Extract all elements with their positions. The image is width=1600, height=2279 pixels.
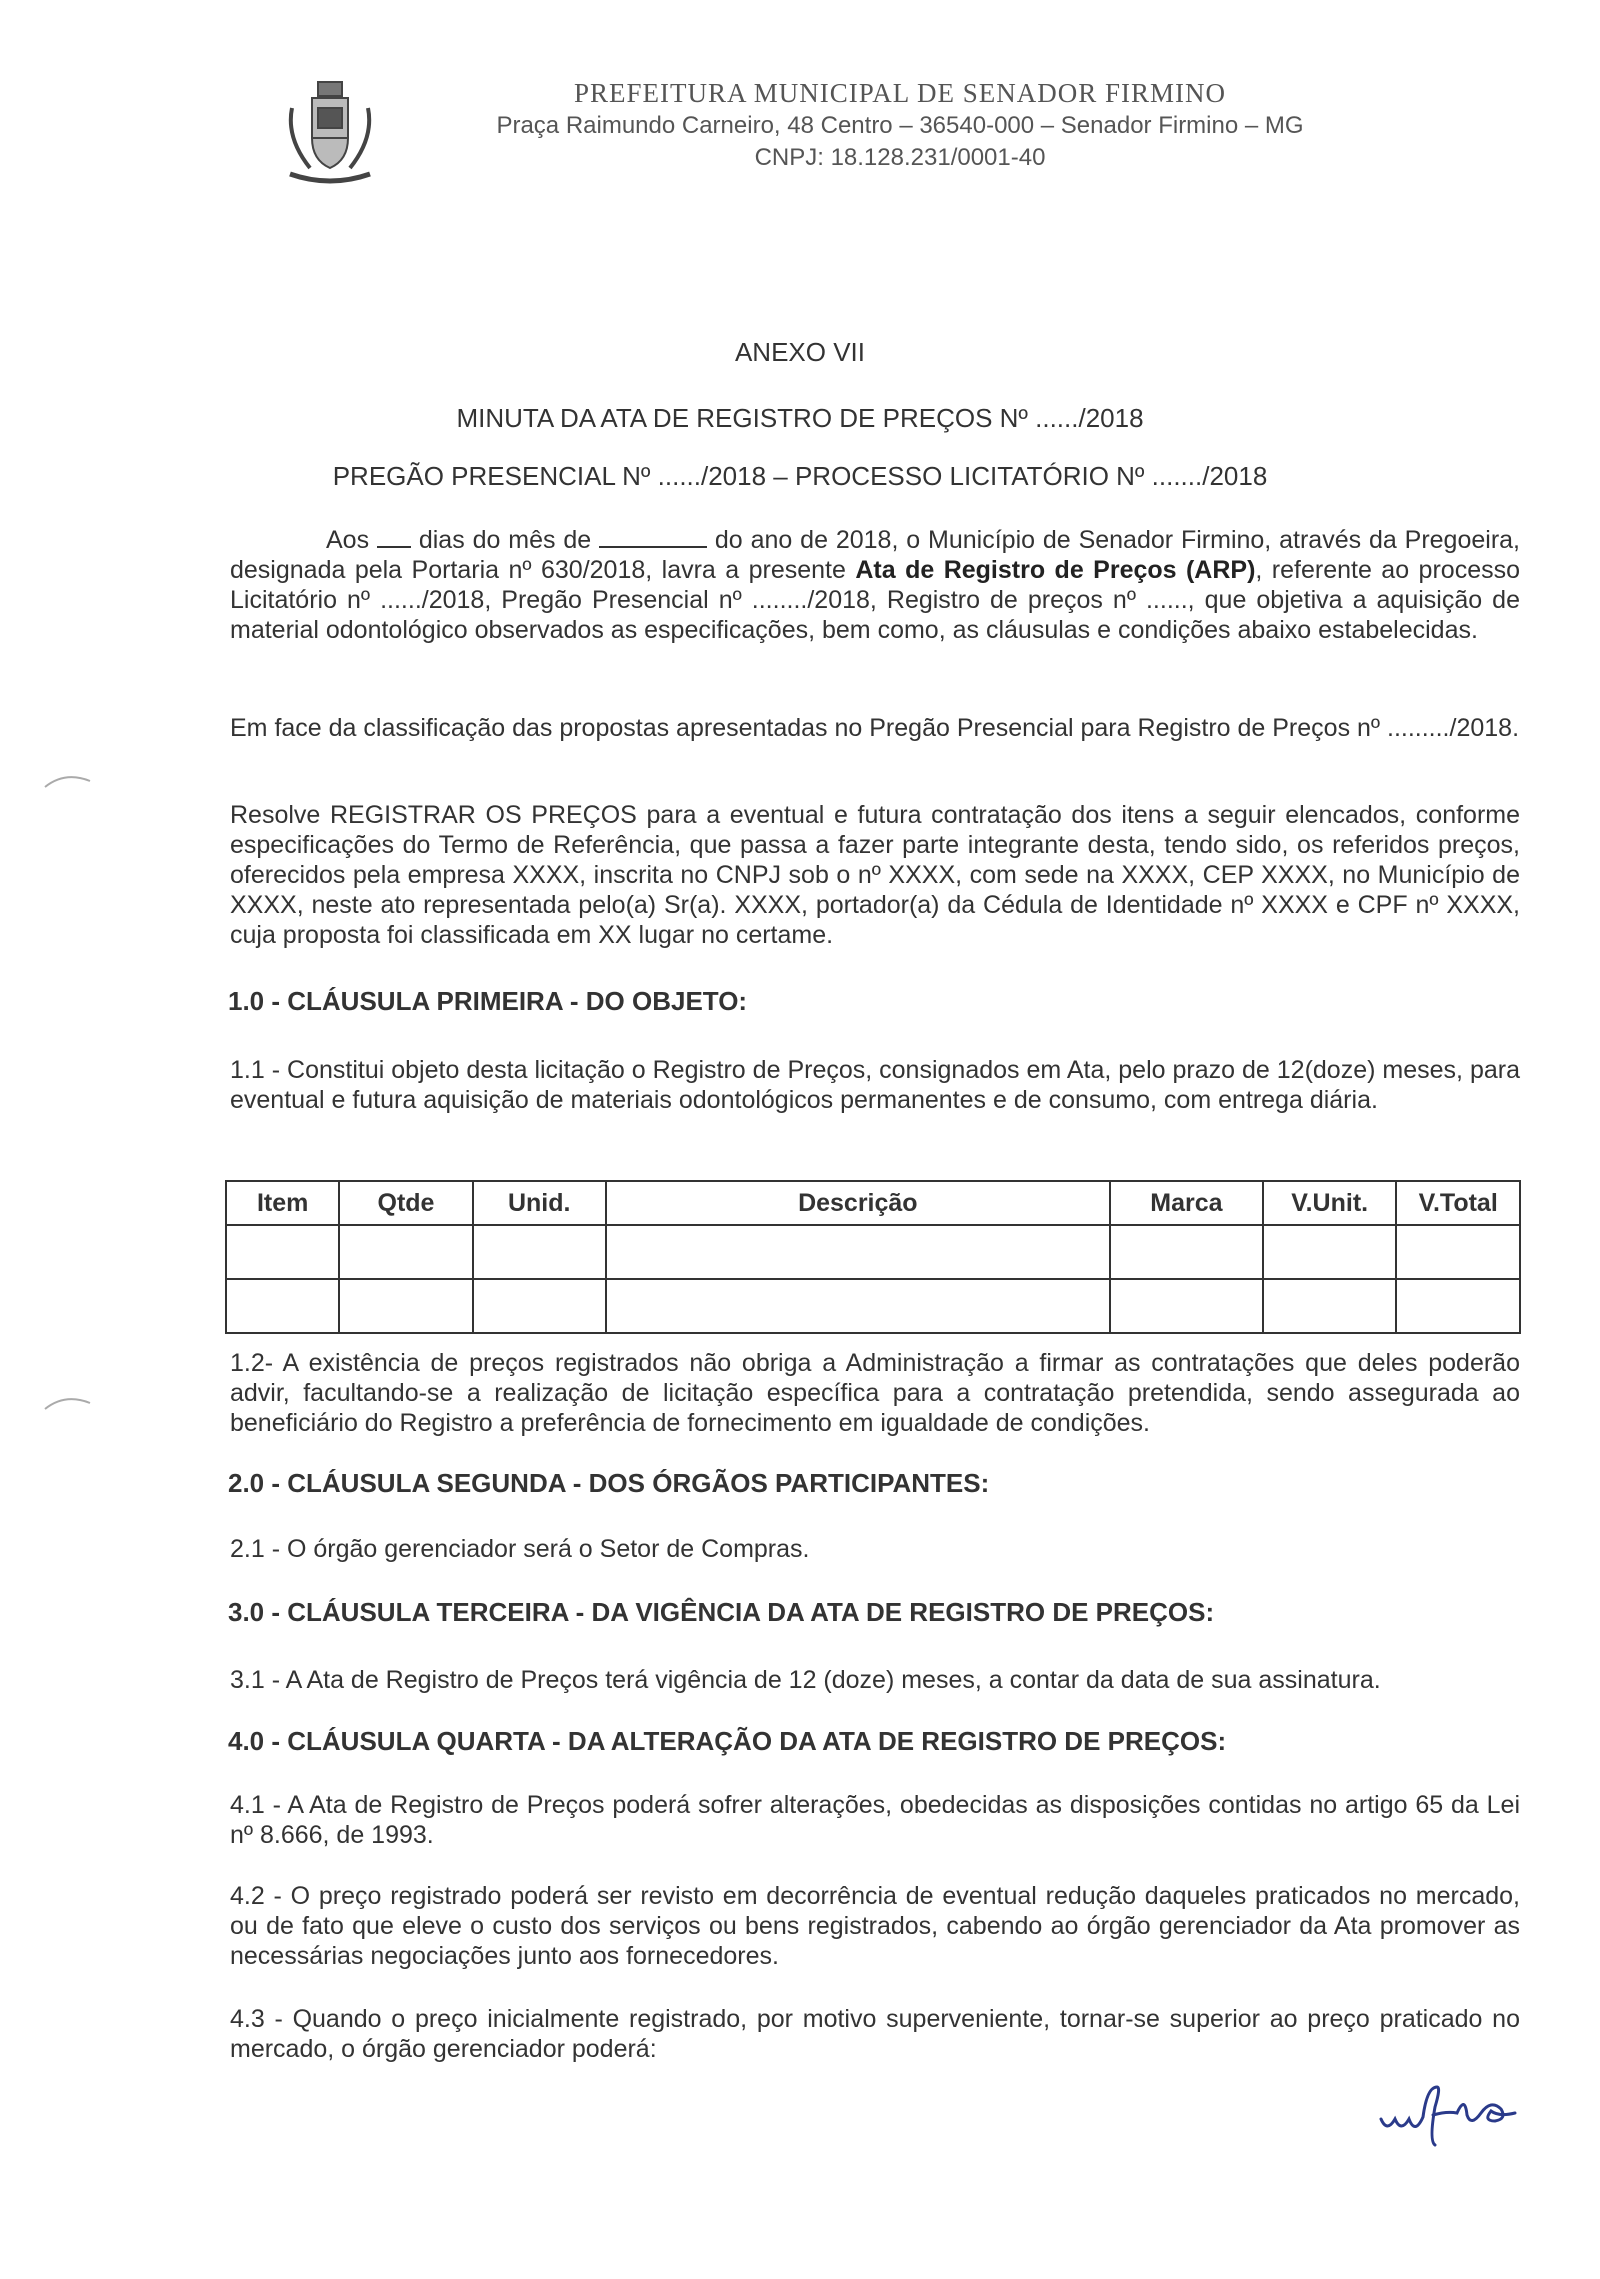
col-vunit: V.Unit.: [1263, 1181, 1396, 1225]
intro-text-c: do ano de 2018, o Município de Senador Firmino, através da Pregoeira, designada pela Portaria nº 630/2018, lavra a presente: [230, 526, 1520, 584]
table-row: [226, 1279, 1520, 1333]
intro-bold-arp: Ata de Registro de Preços (ARP): [855, 556, 1256, 584]
clause4-heading: 4.0 - CLÁUSULA QUARTA - DA ALTERAÇÃO DA ATA DE REGISTRO DE PREÇOS:: [228, 1726, 1227, 1756]
intro-paragraph: [230, 524, 1520, 645]
intro-text-b: dias do mês de: [418, 526, 592, 554]
col-item: Item: [226, 1181, 339, 1225]
intro-text-a: Aos: [326, 526, 370, 554]
col-marca: Marca: [1110, 1181, 1263, 1225]
org-cnpj: CNPJ: 18.128.231/0001-40: [754, 144, 1046, 171]
clause2-1: 2.1 - O órgão gerenciador será o Setor de Compras.: [230, 1535, 810, 1563]
letterhead: [400, 76, 1400, 174]
margin-mark-icon: [40, 765, 100, 795]
blank-day: [377, 524, 411, 548]
blank-month: [599, 524, 707, 548]
items-table: [225, 1180, 1521, 1334]
clause1-heading: 1.0 - CLÁUSULA PRIMEIRA - DO OBJETO:: [228, 986, 748, 1016]
pregao-title: PREGÃO PRESENCIAL Nº ....../2018 – PROCESSO LICITATÓRIO Nº ......./2018: [332, 461, 1268, 491]
clause2-heading: 2.0 - CLÁUSULA SEGUNDA - DOS ÓRGÃOS PARTICIPANTES:: [228, 1468, 990, 1498]
table-header-row: [226, 1181, 1520, 1225]
clause4-2: 4.2 - O preço registrado poderá ser revisto em decorrência de eventual redução daqueles praticados no mercado, ou de fato que eleve o custo dos serviços ou bens registrados, cabendo ao órgão gerenciador da Ata promover as necessárias negociações junto aos fornecedores.: [230, 1882, 1520, 1970]
intro-text-d: , referente ao processo Licitatório nº ....../2018, Pregão Presencial nº ......../2018, Registro de preços nº ......, que objetiva a aquisição de material odontológico observados as especificações, bem como, as cláusulas e condições abaixo estabelecidas.: [230, 556, 1520, 644]
annex-title: ANEXO VII: [734, 337, 866, 367]
clause1-1: 1.1 - Constitui objeto desta licitação o Registro de Preços, consignados em Ata, pelo prazo de 12(doze) meses, para eventual e futura aquisição de materiais odontológicos permanentes e de consumo, com entrega diária.: [230, 1056, 1520, 1114]
signature-initials-icon: [1375, 2075, 1575, 2155]
margin-mark-icon: [40, 1387, 100, 1417]
clause1-2: 1.2- A existência de preços registrados não obriga a Administração a firmar as contratações que deles poderão advir, facultando-se a realização de licitação específica para a contratação pretendida, sendo assegurada ao beneficiário do Registro a preferência de fornecimento em igualdade de condições.: [230, 1349, 1520, 1437]
clause3-heading: 3.0 - CLÁUSULA TERCEIRA - DA VIGÊNCIA DA ATA DE REGISTRO DE PREÇOS:: [228, 1597, 1215, 1627]
clause4-3: 4.3 - Quando o preço inicialmente registrado, por motivo superveniente, tornar-se superior ao preço praticado no mercado, o órgão gerenciador poderá:: [230, 2005, 1520, 2063]
municipal-coat-of-arms-icon: [282, 78, 378, 190]
minuta-title: MINUTA DA ATA DE REGISTRO DE PREÇOS Nº ....../2018: [456, 403, 1144, 433]
classification-paragraph: Em face da classificação das propostas apresentadas no Pregão Presencial para Registro de Preços nº ........./2018.: [230, 714, 1520, 742]
table-row: [226, 1225, 1520, 1279]
col-descricao: Descrição: [606, 1181, 1110, 1225]
org-name: PREFEITURA MUNICIPAL DE SENADOR FIRMINO: [573, 78, 1227, 108]
col-unid: Unid.: [473, 1181, 606, 1225]
clause4-1: 4.1 - A Ata de Registro de Preços poderá sofrer alterações, obedecidas as disposições contidas no artigo 65 da Lei nº 8.666, de 1993.: [230, 1791, 1520, 1849]
col-vtotal: V.Total: [1396, 1181, 1520, 1225]
resolve-paragraph: Resolve REGISTRAR OS PREÇOS para a eventual e futura contratação dos itens a seguir elencados, conforme especificações do Termo de Referência, que passa a fazer parte integrante desta, tendo sido, os referidos preços, oferecidos pela empresa XXXX, inscrita no CNPJ sob o nº XXXX, com sede na XXXX, CEP XXXX, no Município de XXXX, neste ato representada pelo(a) Sr(a). XXXX, portador(a) da Cédula de Identidade nº XXXX e CPF nº XXXX, cuja proposta foi classificada em XX lugar no certame.: [230, 801, 1520, 949]
col-qtde: Qtde: [339, 1181, 472, 1225]
org-address: Praça Raimundo Carneiro, 48 Centro – 36540-000 – Senador Firmino – MG: [496, 112, 1304, 139]
clause3-1: 3.1 - A Ata de Registro de Preços terá vigência de 12 (doze) meses, a contar da data de sua assinatura.: [230, 1666, 1381, 1694]
